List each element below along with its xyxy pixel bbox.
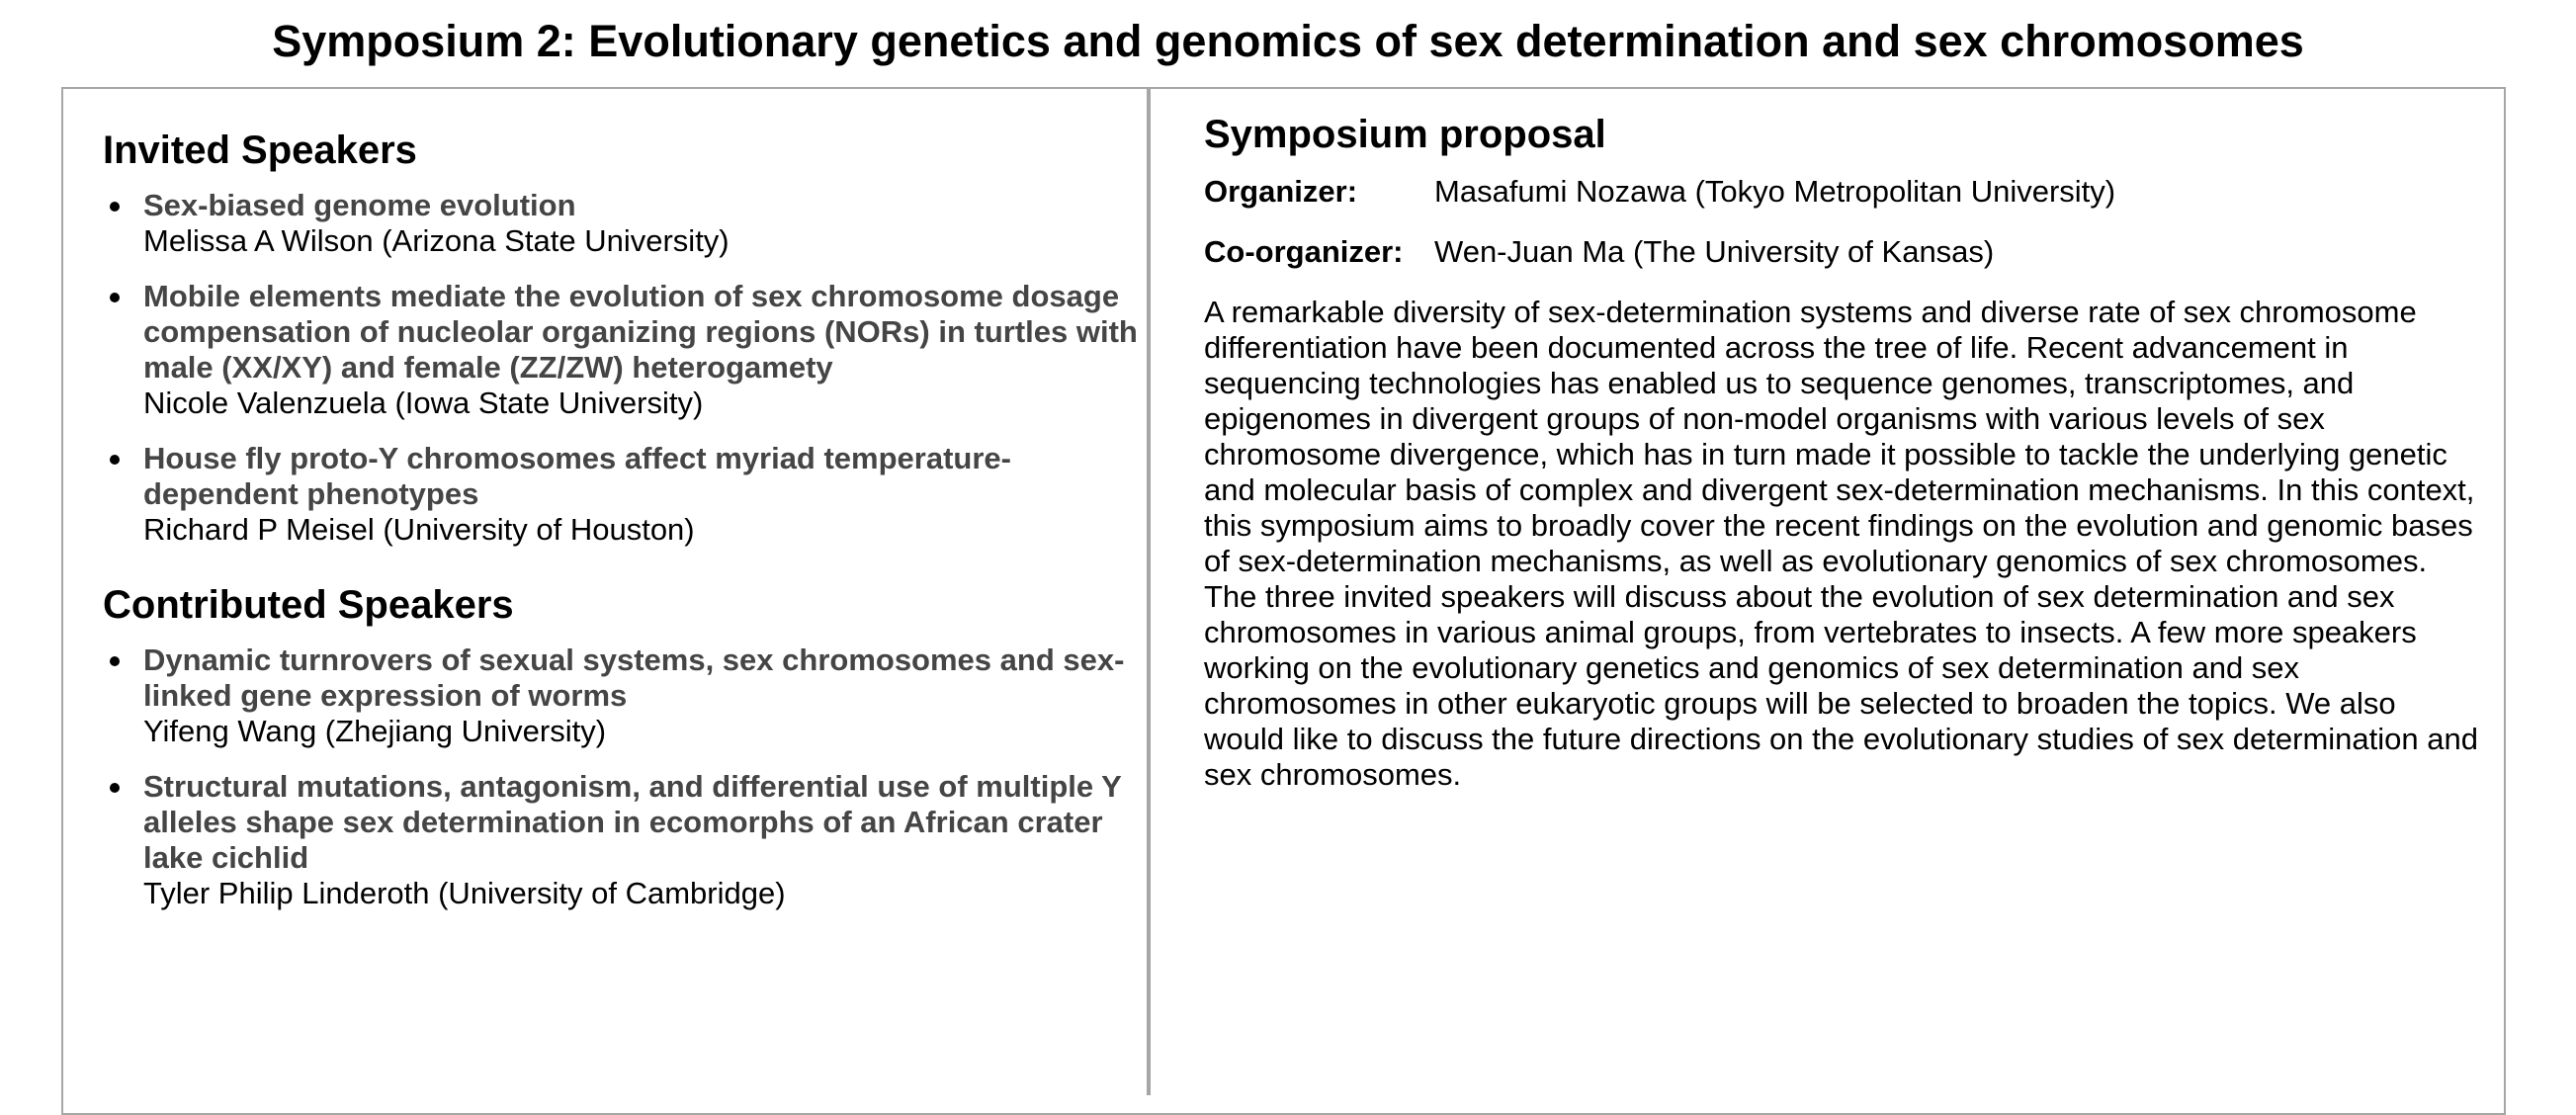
coorganizer-label: Co-organizer: — [1204, 234, 1404, 269]
column-divider — [1147, 87, 1151, 1095]
talk-title: Sex-biased genome evolution — [143, 188, 576, 222]
proposal-heading: Symposium proposal — [1204, 113, 1606, 156]
proposal-abstract: A remarkable diversity of sex-determination systems and diverse rate of sex chromosome differentiation have been documented across the tree of life. Recent advancement in sequencing technologies has enabled us to sequence genomes, transcriptomes, and epigenomes in divergent groups of non-model organisms with various levels of sex chromosome divergence, which has in turn made it possible to tackle the underlying genetic and molecular basis of complex and divergent sex-determination mechanisms. In this context, this symposium aims to broadly cover the recent findings on the evolution and genomic bases of sex-determination mechanisms, as well as evolutionary genomics of sex chromosomes. The three invited speakers will discuss about the evolution of sex determination and sex chromosomes in various animal groups, from vertebrates to insects. A few more speakers working on the evolutionary genetics and genomics of sex determination and sex chromosomes in other eukaryotic groups will be selected to broaden the topics. We also would like to discuss the future directions on the evolutionary studies of sex determination and sex chromosomes. — [1204, 295, 2478, 792]
proposal-column — [1204, 107, 2479, 793]
speaker-name: Yifeng Wang (Zhejiang University) — [143, 714, 607, 748]
organizer-row — [1204, 174, 2479, 210]
speaker-name: Melissa A Wilson (Arizona State University) — [143, 223, 730, 258]
list-item — [103, 643, 1141, 749]
speaker-name: Richard P Meisel (University of Houston) — [143, 512, 695, 547]
talk-title: Mobile elements mediate the evolution of sex chromosome dosage compensation of nucleolar organizing regions (NORs) in turtles with male (XX/XY) and female (ZZ/ZW) heterogamety — [143, 279, 1138, 385]
organizer-value: Masafumi Nozawa (Tokyo Metropolitan University) — [1434, 174, 2116, 209]
contributed-speakers-list — [103, 643, 1141, 911]
list-item — [103, 188, 1141, 259]
speakers-column — [103, 123, 1141, 911]
talk-title: House fly proto-Y chromosomes affect myriad temperature-dependent phenotypes — [143, 441, 1011, 511]
talk-title: Structural mutations, antagonism, and differential use of multiple Y alleles shape sex determination in ecomorphs of an African crater lake cichlid — [143, 769, 1122, 875]
page-title: Symposium 2: Evolutionary genetics and genomics of sex determination and sex chromosomes — [272, 16, 2304, 66]
talk-title: Dynamic turnrovers of sexual systems, sex chromosomes and sex-linked gene expression of worms — [143, 643, 1125, 713]
list-item — [103, 769, 1141, 911]
coorganizer-value: Wen-Juan Ma (The University of Kansas) — [1434, 234, 1995, 269]
invited-speakers-heading: Invited Speakers — [103, 129, 417, 172]
speaker-name: Nicole Valenzuela (Iowa State University) — [143, 386, 704, 420]
list-item — [103, 279, 1141, 421]
invited-speakers-list — [103, 188, 1141, 548]
organizer-label: Organizer: — [1204, 174, 1358, 209]
coorganizer-row — [1204, 234, 2479, 270]
contributed-speakers-heading: Contributed Speakers — [103, 583, 514, 627]
list-item — [103, 441, 1141, 548]
speaker-name: Tyler Philip Linderoth (University of Cambridge) — [143, 876, 786, 910]
